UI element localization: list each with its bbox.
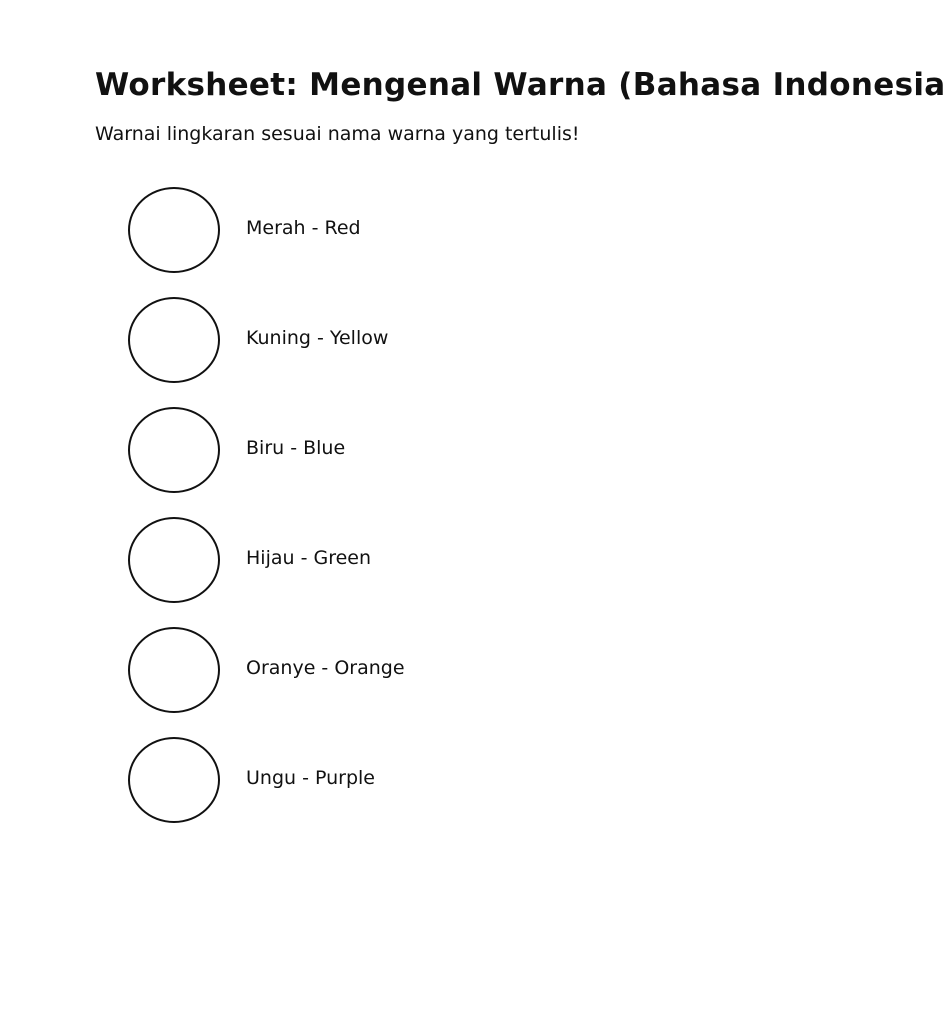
instructions-text: Warnai lingkaran sesuai nama warna yang tertulis! [95,123,580,145]
coloring-circle-yellow[interactable] [128,297,220,383]
color-item-purple [128,737,688,847]
coloring-circle-purple[interactable] [128,737,220,823]
coloring-circle-green[interactable] [128,517,220,603]
coloring-circle-orange[interactable] [128,627,220,713]
color-label-yellow: Kuning - Yellow [246,327,389,349]
color-label-blue: Biru - Blue [246,437,346,459]
color-label-red: Merah - Red [246,217,361,239]
color-item-blue [128,407,688,517]
color-item-list [128,187,688,847]
color-item-orange [128,627,688,737]
color-item-green [128,517,688,627]
coloring-circle-red[interactable] [128,187,220,273]
color-item-yellow [128,297,688,407]
color-item-red [128,187,688,297]
color-label-purple: Ungu - Purple [246,767,375,789]
worksheet-title: Worksheet: Mengenal Warna (Bahasa Indonesia [95,67,945,103]
coloring-circle-blue[interactable] [128,407,220,493]
color-label-green: Hijau - Green [246,547,372,569]
title-container [95,62,945,108]
color-label-orange: Oranye - Orange [246,657,405,679]
